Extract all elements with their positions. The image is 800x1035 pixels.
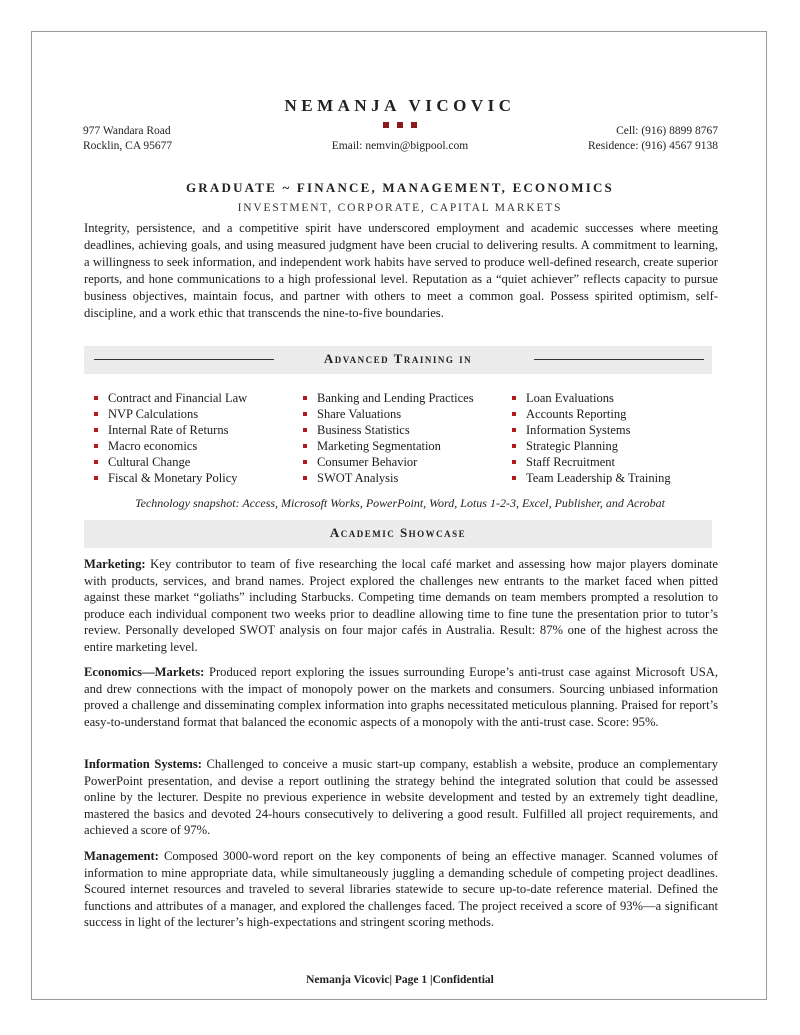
showcase-section-header — [84, 520, 712, 548]
showcase-marketing — [84, 556, 718, 656]
list-item: Team Leadership & Training — [508, 470, 671, 486]
address-line-1: 977 Wandara Road — [83, 125, 171, 137]
list-item: Banking and Lending Practices — [299, 390, 474, 406]
list-item: Loan Evaluations — [508, 390, 671, 406]
email-address[interactable]: Email: nemvin@bigpool.com — [331, 140, 469, 152]
list-item: NVP Calculations — [90, 406, 247, 422]
paragraph-label: Management: — [84, 849, 159, 863]
training-list-col2 — [299, 390, 474, 486]
list-item: Share Valuations — [299, 406, 474, 422]
paragraph-text: Challenged to conceive a music start-up company, establish a website, produce an complementary PowerPoint presentation, and devise a report outlining the strategy behind the integrated solution that could be assessed online by the lecturer. Despite no previous experience in website development and tested by an extremely tight deadline, mastered the basics and devoted 24-hours consecutively to delivering a good result. Fulfilled all project requirements, and achieved a score of 97%. — [84, 757, 718, 838]
showcase-information-systems — [84, 756, 718, 839]
address-line-2: Rocklin, CA 95677 — [83, 140, 173, 152]
candidate-name: NEMANJA VICOVIC — [284, 96, 516, 115]
training-section-title: Advanced Training in — [323, 351, 473, 366]
paragraph-text: Composed 3000-word report on the key components of being an effective manager. Scanned volumes of information to mine appropriate data, while simultaneously juggling a demanding schedule of competing project deadlines. Scoured internet resources and traveled to several libraries statewide to secure up-to-date reference material. Defined the functions and attributes of a manager, and explored the challenges faced. The project received a score of 93%—a significant success in light of the lecturer’s high-expectations and stringent scoring methods. — [84, 849, 718, 930]
paragraph-label: Information Systems: — [84, 757, 202, 771]
residence-phone: Residence: (916) 4567 9138 — [588, 140, 718, 152]
paragraph-text: Key contributor to team of five researching the local café market and assessing how major players dominate with products, services, and brand names. Project explored the challenges new entrants to the market faced when pitted against these market “goliaths” including Starbucks. Competing time demands on team members prompted a resolution to produce each individual component two weeks prior to deadline allowing time to fine tune the presentation prior to tutor’s review. Personally developed SWOT analysis on four major cafés in Australia. Result: 87% one of the highest across the entire marketing level. — [84, 557, 718, 654]
list-item: Accounts Reporting — [508, 406, 671, 422]
showcase-management — [84, 848, 718, 931]
training-list-col1 — [90, 390, 247, 486]
cell-phone: Cell: (916) 8899 8767 — [616, 125, 718, 137]
paragraph-label: Economics—Markets: — [84, 665, 205, 679]
list-item: Cultural Change — [90, 454, 247, 470]
list-item: Consumer Behavior — [299, 454, 474, 470]
list-item: Strategic Planning — [508, 438, 671, 454]
showcase-section-title: Academic Showcase — [329, 525, 467, 540]
paragraph-label: Marketing: — [84, 557, 146, 571]
list-item: Contract and Financial Law — [90, 390, 247, 406]
showcase-economics — [84, 664, 718, 730]
list-item: SWOT Analysis — [299, 470, 474, 486]
phone-block — [588, 124, 718, 154]
training-section-header — [84, 346, 712, 374]
profile-summary: Integrity, persistence, and a competitive spirit have underscored employment and academic successes where meeting deadlines, achieving goals, and using measured judgment have been crucial to delivering results. A commitment to learning, a willingness to seek information, and independent work habits have served to produce well-defined research, create superior reports, and hone communications to a high professional level. Reputation as a “quiet achiever” reflects capacity to pursue business objectives, maintain focus, and partner with others to meet a common goal. Possess spirited optimism, self-discipline, and a work ethic that transcends the nine-to-five boundaries. — [84, 221, 718, 320]
list-item: Business Statistics — [299, 422, 474, 438]
header-rule-right — [534, 359, 704, 360]
list-item: Information Systems — [508, 422, 671, 438]
resume-headline: GRADUATE ~ FINANCE, MANAGEMENT, ECONOMICS — [186, 180, 614, 195]
list-item: Internal Rate of Returns — [90, 422, 247, 438]
technology-snapshot: Technology snapshot: Access, Microsoft Works, PowerPoint, Word, Lotus 1-2-3, Excel, Publisher, and Acrobat — [135, 496, 665, 510]
list-item: Macro economics — [90, 438, 247, 454]
list-item: Fiscal & Monetary Policy — [90, 470, 247, 486]
training-list-col3 — [508, 390, 671, 486]
page-footer: Nemanja Vicovic| Page 1 |Confidential — [306, 974, 494, 986]
list-item: Marketing Segmentation — [299, 438, 474, 454]
resume-subheadline: INVESTMENT, CORPORATE, CAPITAL MARKETS — [237, 202, 563, 214]
list-item: Staff Recruitment — [508, 454, 671, 470]
paragraph-text: Produced report exploring the issues surrounding Europe’s anti-trust case against Microsoft USA, and drew connections with the impact of monopoly power on the markets and consumers. Sourcing unbiased information proved a challenge and disseminating complex information into graphs necessitated meticulous planning. Praised for report’s easy-to-understand format that balanced the economic aspects of a monopoly with the anti-trust case. Score: 95%. — [84, 665, 718, 729]
